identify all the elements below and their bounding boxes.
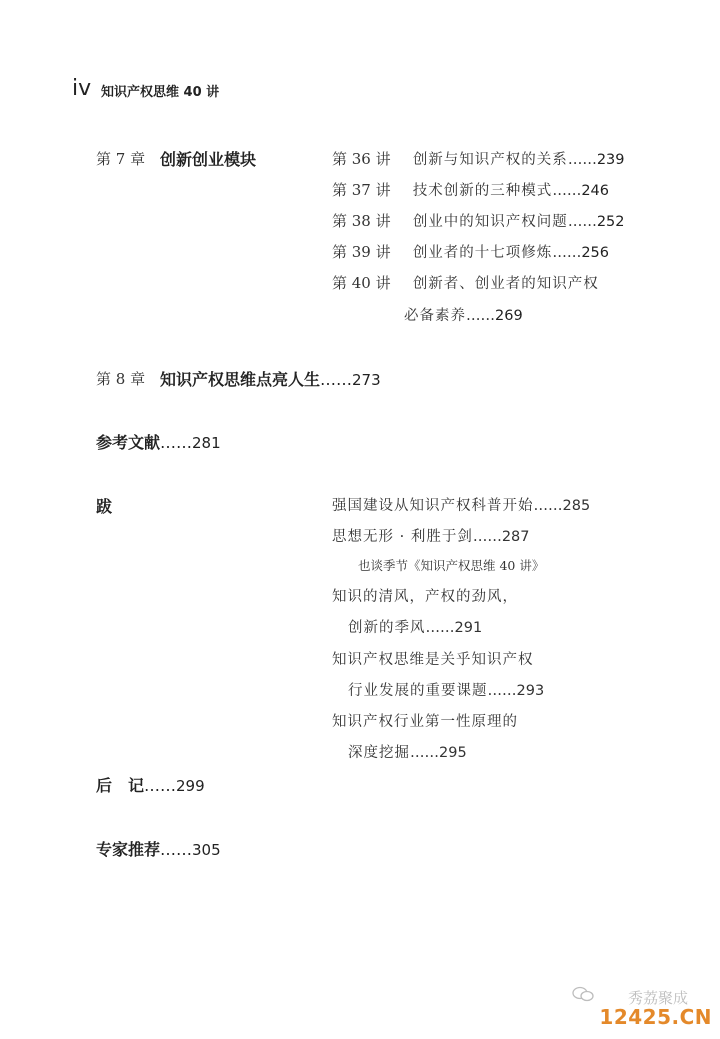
- page-ref: 246: [581, 183, 609, 199]
- afterword-title: 后 记: [96, 776, 145, 795]
- leader-dots: ……: [472, 529, 502, 545]
- leader-dots: ……: [320, 370, 353, 389]
- page-ref: 273: [352, 371, 381, 389]
- essay-entry[interactable]: [332, 648, 534, 669]
- toc-entry[interactable]: [332, 272, 599, 293]
- essay-subtitle: 也谈季节《知识产权思维 40 讲》: [358, 558, 545, 573]
- watermark: [599, 989, 712, 1029]
- lecture-title: 创新者、创业者的知识产权: [412, 276, 599, 292]
- watermark-site: 12425.CN: [599, 1005, 712, 1029]
- essay-entry[interactable]: [332, 525, 530, 546]
- leader-dots: ……: [144, 776, 177, 795]
- lecture-title: 创新与知识产权的关系: [412, 152, 568, 168]
- afterword-entry[interactable]: [96, 773, 205, 796]
- lecture-label: 第 40 讲: [332, 274, 391, 292]
- essay-title: 强国建设从知识产权科普开始: [332, 498, 534, 514]
- essay-entry[interactable]: [332, 710, 518, 731]
- page-number: iv: [72, 76, 92, 101]
- page-ref: 305: [192, 841, 221, 859]
- lecture-label: 第 38 讲: [332, 212, 391, 230]
- lecture-title: 创业中的知识产权问题: [412, 214, 568, 230]
- lecture-title: 技术创新的三种模式: [412, 183, 553, 199]
- lecture-label: 第 37 讲: [332, 181, 391, 199]
- leader-dots: ……: [410, 745, 439, 761]
- page-ref: 287: [501, 529, 530, 545]
- lecture-title: 必备素养: [404, 308, 466, 324]
- essay-title: 创新的季风: [348, 620, 426, 636]
- essay-entry-continuation[interactable]: [348, 616, 482, 637]
- leader-dots: ……: [160, 433, 193, 452]
- chapter-7-label: 第 7 章: [96, 150, 146, 168]
- essay-title: 行业发展的重要课题: [348, 683, 488, 699]
- page-ref: 281: [192, 434, 221, 452]
- recommendations-entry[interactable]: [96, 837, 221, 860]
- page-ref: 291: [454, 620, 483, 636]
- chapter-7-title: 创新创业模块: [160, 150, 257, 169]
- leader-dots: ……: [425, 620, 455, 636]
- references-title: 参考文献: [96, 433, 161, 452]
- lecture-title: 创业者的十七项修炼: [412, 245, 553, 261]
- essay-title: 知识产权思维是关乎知识产权: [332, 652, 534, 668]
- chapter-8-entry[interactable]: [160, 367, 381, 390]
- leader-dots: ……: [533, 498, 563, 514]
- essay-title: 知识产权行业第一性原理的: [332, 714, 518, 730]
- lecture-label: 第 39 讲: [332, 243, 391, 261]
- essay-entry[interactable]: [332, 494, 590, 515]
- toc-entry[interactable]: [332, 210, 625, 231]
- lecture-label: 第 36 讲: [332, 150, 391, 168]
- leader-dots: ……: [552, 183, 582, 199]
- page-ref: 295: [439, 745, 467, 761]
- essay-title: 知识的清风，产权的劲风，: [332, 589, 518, 605]
- page-ref: 299: [176, 777, 205, 795]
- watermark-text: 秀荔聚成: [627, 989, 688, 1007]
- leader-dots: ……: [567, 214, 597, 230]
- leader-dots: ……: [552, 245, 582, 261]
- leader-dots: ……: [567, 152, 597, 168]
- leader-dots: ……: [466, 308, 495, 324]
- toc-entry[interactable]: [332, 148, 625, 169]
- toc-entry[interactable]: [332, 241, 609, 262]
- references-entry[interactable]: [96, 430, 221, 453]
- postscript-title: 跋: [96, 497, 113, 516]
- essay-entry-continuation[interactable]: [348, 679, 544, 700]
- page-ref: 293: [516, 683, 545, 699]
- page-ref: 239: [596, 152, 625, 168]
- chat-bubble-icon: [572, 985, 594, 1003]
- page-ref: 269: [495, 308, 523, 324]
- essay-title: 思想无形 · 利胜于剑: [332, 529, 473, 545]
- essay-title: 深度挖掘: [348, 745, 410, 761]
- page-ref: 252: [596, 214, 625, 230]
- running-title: 知识产权思维 40 讲: [101, 85, 220, 100]
- page-ref: 285: [562, 498, 591, 514]
- chapter-8-title: 知识产权思维点亮人生: [160, 370, 321, 389]
- recommendations-title: 专家推荐: [96, 840, 161, 859]
- leader-dots: ……: [160, 840, 193, 859]
- page-ref: 256: [581, 245, 609, 261]
- toc-entry[interactable]: [332, 179, 609, 200]
- essay-entry-continuation[interactable]: [348, 741, 467, 762]
- toc-entry-continuation[interactable]: [404, 304, 523, 325]
- essay-entry[interactable]: [332, 585, 518, 606]
- chapter-8-label: 第 8 章: [96, 370, 146, 388]
- leader-dots: ……: [487, 683, 517, 699]
